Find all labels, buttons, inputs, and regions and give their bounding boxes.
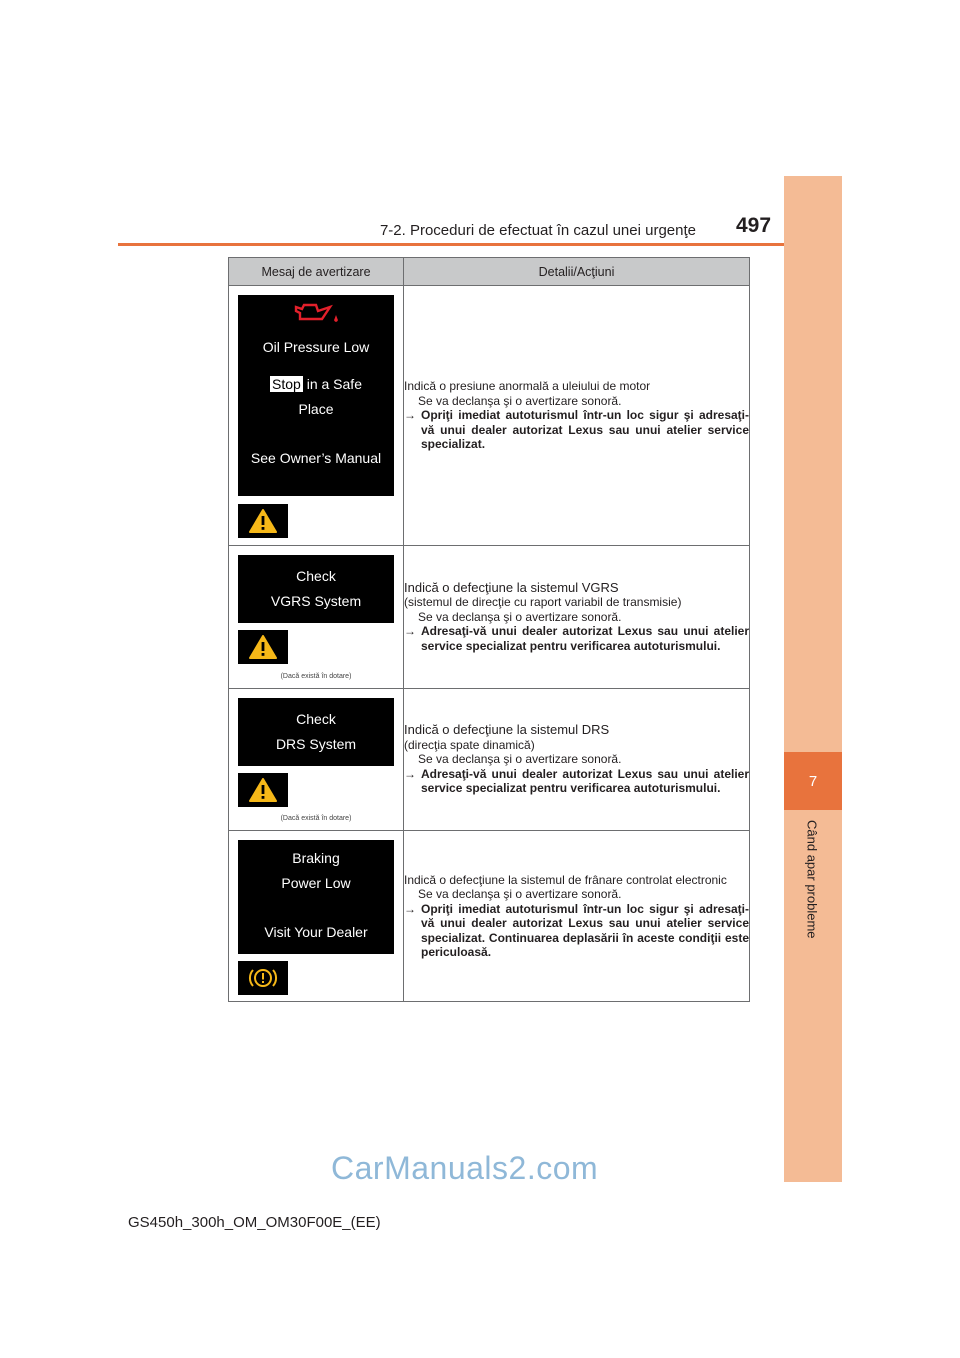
display-line: DRS System (275, 736, 357, 752)
warning-image-cell (229, 831, 404, 1002)
warning-detail-cell (404, 546, 750, 689)
warning-icon-box (238, 961, 288, 995)
display-line: See Owner’s Manual (250, 450, 382, 466)
column-header-details: Detalii/Acţiuni (404, 258, 750, 286)
detail-text: Indică o defecţiune la sistemul VGRS (404, 579, 619, 595)
table-header-row (229, 258, 750, 286)
detail-text: Indică o defecţiune la sistemul DRS (404, 722, 610, 738)
warning-icon-box (238, 504, 288, 538)
beep-text: Se va declanşa şi o avertizare sonoră. (418, 887, 622, 901)
action-text: → Adresaţi-vă unui dealer autorizat Lexus sau unui atelier service specializat pentru verificarea autoturismului. (404, 624, 749, 653)
display-line: Power Low (281, 875, 351, 891)
arrow-symbol: → (404, 901, 416, 916)
display-line: Check (296, 711, 336, 727)
warning-icon-box (238, 630, 288, 664)
table-row (229, 689, 750, 831)
table-row (229, 286, 750, 546)
action-text: → Opriţi imediat autoturismul într-un loc sigur şi adresaţi-vă unui dealer autorizat Lexus sau unui atelier service specializat. Continuarea deplasării în aceste condiţii este periculoasă. (404, 901, 749, 959)
warning-detail-cell (404, 831, 750, 1002)
detail-text-2: (sistemul de direcţie cu raport variabil de transmisie) (404, 595, 682, 610)
chapter-number: 7 (784, 752, 842, 810)
beep-text: Se va declanşa şi o avertizare sonoră. (418, 752, 622, 767)
chapter-title-vertical (792, 820, 832, 960)
vgrs-display (238, 555, 394, 623)
action-text: → Adresaţi-vă unui dealer autorizat Lexus sau unui atelier service specializat pentru verificarea autoturismului. (404, 766, 749, 796)
chapter-title: Când apar probleme (804, 820, 820, 939)
column-header-message: Mesaj de avertizare (229, 258, 404, 286)
warning-triangle-icon (248, 508, 278, 534)
display-line: Visit Your Dealer (264, 924, 368, 940)
warning-icon-box (238, 773, 288, 807)
brake-warning-icon (248, 965, 278, 991)
oil-pressure-display (238, 295, 394, 496)
drs-display (238, 698, 394, 766)
warning-image-cell (229, 546, 404, 689)
table-row (229, 831, 750, 1002)
arrow-symbol: → (404, 766, 416, 781)
arrow-symbol: → (404, 408, 416, 423)
display-line: in a Safe (306, 376, 362, 392)
warning-detail-cell (404, 689, 750, 831)
header-rule (118, 243, 784, 246)
oil-pressure-icon (292, 301, 340, 327)
warning-image-cell (229, 286, 404, 546)
availability-note: (Dacă există în dotare) (280, 673, 352, 680)
display-line-stop (270, 372, 362, 397)
warning-messages-table (228, 257, 750, 1002)
page-number: 497 (736, 214, 772, 237)
warning-detail-cell (404, 286, 750, 546)
availability-note: (Dacă există în dotare) (280, 815, 352, 822)
display-line: Braking (292, 850, 340, 866)
stop-highlight: Stop (272, 376, 301, 392)
display-line: Place (298, 401, 334, 417)
watermark: CarManuals2.com (331, 1150, 599, 1186)
warning-triangle-icon (248, 777, 278, 803)
detail-text: Indică o defecţiune la sistemul de frânare controlat electronic (404, 872, 727, 887)
arrow-symbol: → (404, 624, 416, 639)
table-row (229, 546, 750, 689)
detail-text: Indică o presiune anormală a uleiului de motor (404, 379, 651, 394)
display-line: VGRS System (270, 593, 362, 609)
document-code: GS450h_300h_OM_OM30F00E_(EE) (128, 1214, 381, 1231)
braking-display (238, 840, 394, 954)
beep-text: Se va declanşa şi o avertizare sonoră. (418, 393, 622, 408)
action-text: → Opriţi imediat autoturismul într-un loc sigur şi adresaţi-vă unui dealer autorizat Lexus sau unui atelier service specializat. (404, 408, 749, 452)
chapter-side-tab (784, 176, 842, 1182)
beep-text: Se va declanşa şi o avertizare sonoră. (418, 609, 622, 624)
section-title: 7-2. Proceduri de efectuat în cazul unei urgenţe (379, 222, 696, 239)
display-line: Oil Pressure Low (262, 339, 370, 355)
display-line: Check (296, 568, 336, 584)
detail-text-2: (direcţia spate dinamică) (404, 737, 535, 752)
warning-triangle-icon (248, 634, 278, 660)
warning-image-cell (229, 689, 404, 831)
